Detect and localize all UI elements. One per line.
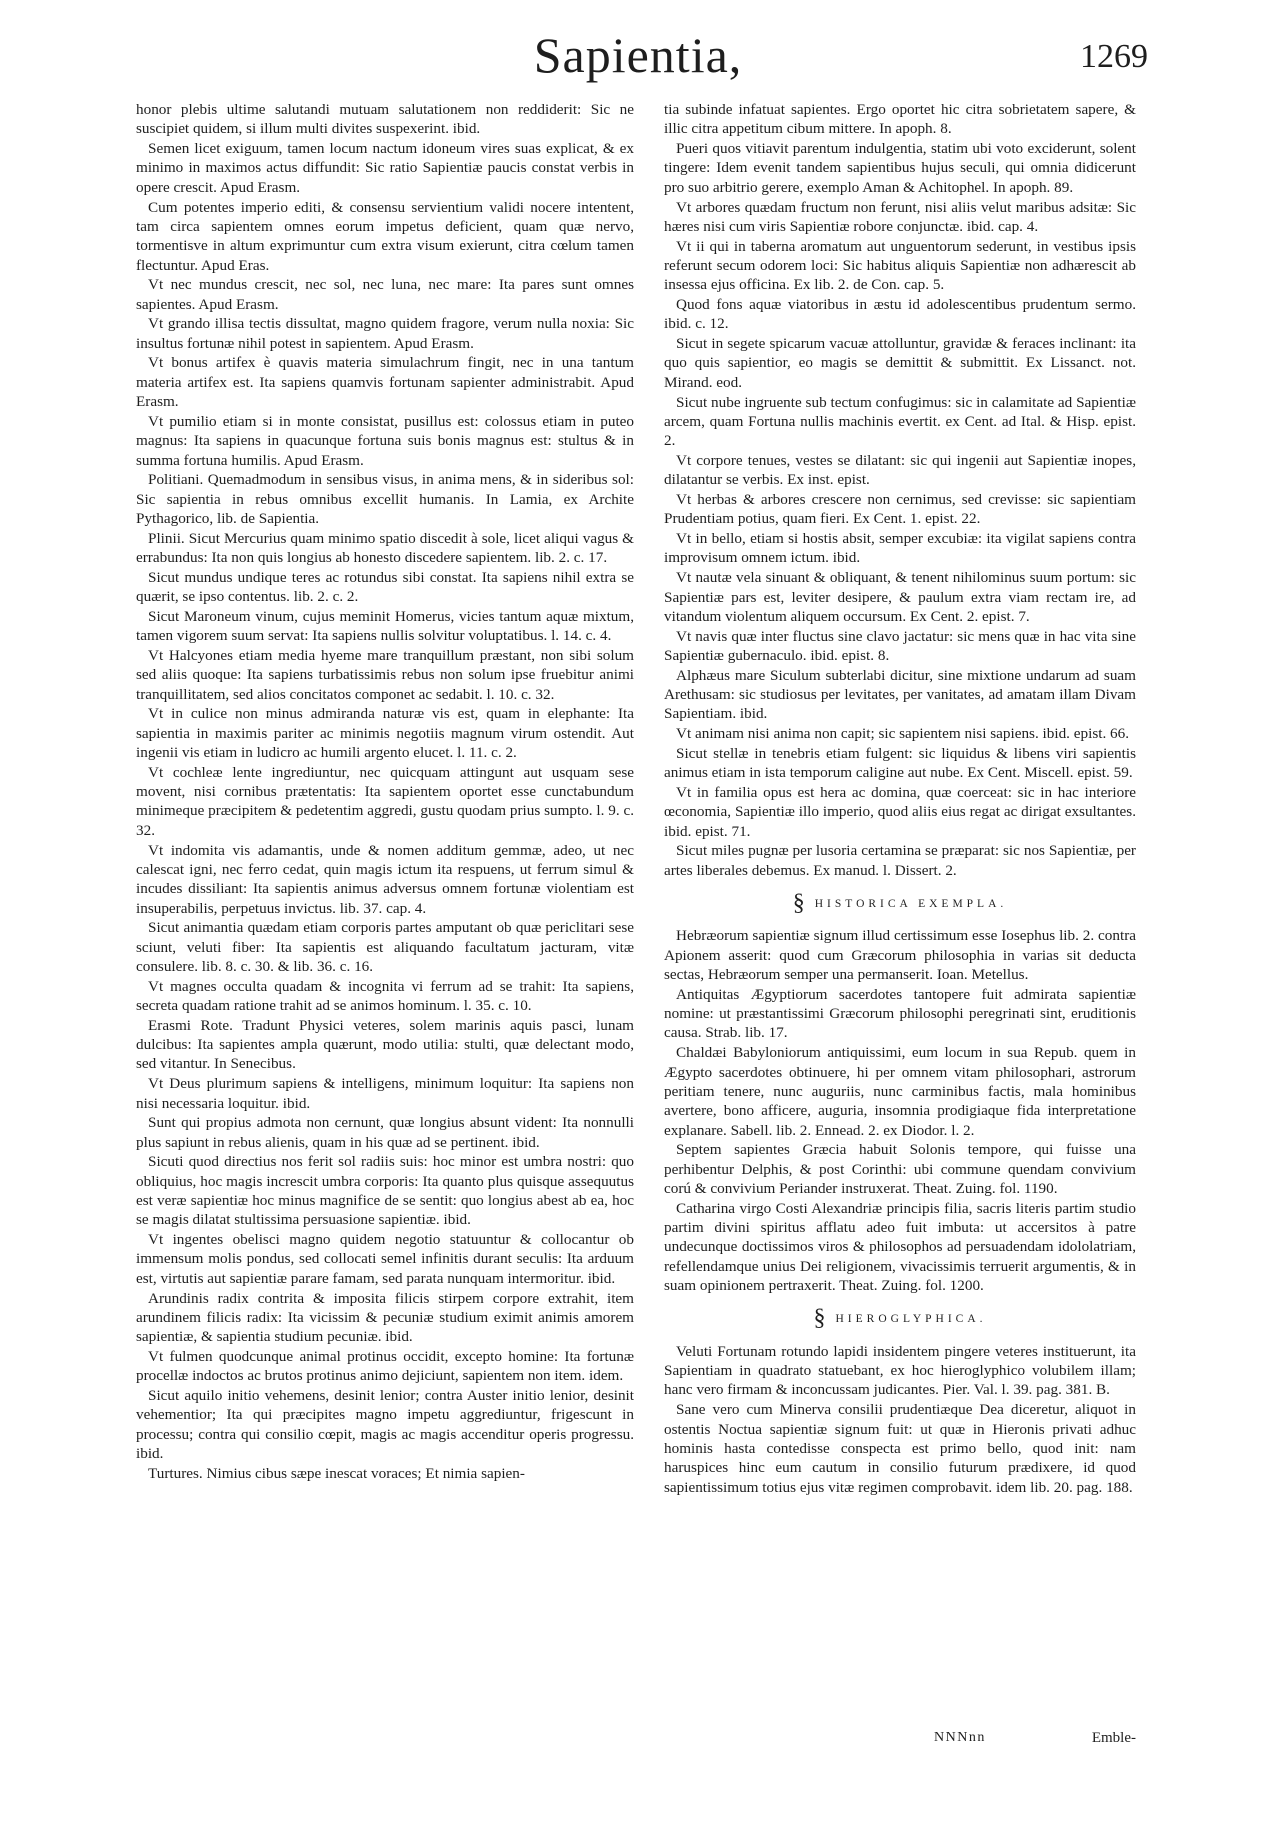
left-paragraph: honor plebis ultime salutandi mutuam salutationem non reddiderit: Sic ne suscipiet quidem, si illum multi divites suspexerint. ibid. <box>136 101 634 138</box>
left-paragraph: Vt Halcyones etiam media hyeme mare tranquillum præstant, non sibi solum sed aliis quoque: Ita sapiens turbatissimis rebus non solum ipse fruebitur animi tranquillitatem, sed alios concitatos componet ac sedabit. l. 10. c. 32. <box>136 646 634 703</box>
left-paragraph: Vt in culice non minus admiranda naturæ vis est, quam in elephante: Ita sapientia in maximis pariter ac minimis negotiis magnum virum ostendit. Aut ingenii vis etiam in ludicro ac humili argento elucet. l. 11. c. 2. <box>136 705 634 762</box>
left-paragraph: Sunt qui propius admota non cernunt, quæ longius absunt vident: Ita nonnulli plus sapiunt in rebus alienis, quam in his quæ ad se pertinent. ibid. <box>136 1114 634 1151</box>
left-paragraph: Vt bonus artifex è quavis materia simulachrum fingit, nec in una tantum materia artifex est. Ita sapiens quamvis fortunam sapienter administrabit. Apud Erasm. <box>136 354 634 411</box>
right-paragraph: Antiquitas Ægyptiorum sacerdotes tantopere fuit admirata sapientiæ nomine: ut præstantissimi Græcorum philosophi peregrinati sint, eruditionis causa. Strab. lib. 17. <box>664 985 1136 1042</box>
left-paragraph: Vt cochleæ lente ingrediuntur, nec quicquam attingunt aut usquam sese movent, nisi cornibus prætentatis: Ita sapientem oportet esse cunctabundum minimeque præcipitem & pedetentim aggredi, gustu quodam prius sumpto. l. 9. c. 32. <box>136 763 634 839</box>
right-paragraph: Vt in familia opus est hera ac domina, quæ coerceat: sic in hac interiore œconomia, Sapientiæ illo imperio, quod aliis eius regat ac dirigat exsultantes. ibid. epist. 71. <box>664 783 1136 840</box>
right-paragraph: Alphæus mare Siculum subterlabi dicitur, sine mixtione undarum ad suam Arethusam: sic studiosus per levitates, per vanitates, ad amatam illam Divam Sapientiam. ibid. <box>664 666 1136 723</box>
right-paragraph: Vt herbas & arbores crescere non cernimus, sed crevisse: sic sapientiam Prudentiam potius, quam fieri. Ex Cent. 1. epist. 22. <box>664 491 1136 528</box>
right-paragraph: Pueri quos vitiavit parentum indulgentia, statim ubi voto exciderunt, solent tingere: Idem evenit tandem sapientibus hujus seculi, qui omnia didicerunt pro suo arbitrio gerere, exemplo Aman & Achitophel. In apoph. 89. <box>664 140 1136 196</box>
right-paragraph: Sicut nube ingruente sub tectum confugimus: sic in calamitate ad Sapientiæ arcem, quam Fortuna nullis machinis evertit. ex Cent. ad Ital. & Hisp. epist. 2. <box>664 393 1136 450</box>
right-column <box>664 100 1136 1497</box>
section-title: HIEROGLYPHICA. <box>835 1313 987 1326</box>
right-paragraph: Catharina virgo Costi Alexandriæ principis filia, sacris literis partim studio partim divini spiritus afflatu adeo fuit imbuta: ut accersitos à patre undecunque doctissimos viros & philosophos ad persuadendam idololatriam, refellendamque unius Dei religionem, vivacissimis terruerit argumentis, & in suam opinionem pertraxerit. Theat. Zuing. fol. 1200. <box>664 1199 1136 1295</box>
left-paragraph: Sicut mundus undique teres ac rotundus sibi constat. Ita sapiens nihil extra se quærit, se ipso contentus. lib. 2. c. 2. <box>136 568 634 606</box>
right-paragraph: Vt in bello, etiam si hostis absit, semper excubiæ: ita vigilat sapiens contra improvisum omnem ictum. ibid. <box>664 530 1136 567</box>
section-heading <box>664 890 1136 916</box>
left-paragraph: Sicuti quod directius nos ferit sol radiis suis: hoc minor est umbra nostri: quo obliquius, hoc magis increscit umbra corporis: Ita quanto plus quisque assequutus est veræ sapientiæ hoc minus magnifice de se sentit: quo longius abest ab ea, hoc se magis dilatat stultissima persuasione sapientiæ. ibid. <box>136 1153 634 1229</box>
page-header <box>0 20 1276 100</box>
signature-mark: NNNnn <box>934 1730 986 1745</box>
left-paragraph: Vt Deus plurimum sapiens & intelligens, minimum loquitur: Ita sapiens non nisi necessaria loquitur. ibid. <box>136 1075 634 1112</box>
right-paragraph: Septem sapientes Græcia habuit Solonis tempore, qui fuisse una perhibentur Delphis, & post Corinthi: ubi commune quendam convivium corú & convivium Periander instruxerat. Theat. Zuing. fol. 1190. <box>664 1141 1136 1197</box>
right-paragraph: Sicut miles pugnæ per lusoria certamina se præparat: sic nos Sapientiæ, per artes liberales debemus. Ex manud. l. Dissert. 2. <box>664 842 1136 879</box>
left-paragraph: Vt pumilio etiam si in monte consistat, pusillus est: colossus etiam in puteo magnus: Ita sapiens in quacunque fortuna suis bonis magnus est: stultus & in summa fortuna humilis. Apud Erasm. <box>136 412 634 469</box>
left-paragraph: Sicut aquilo initio vehemens, desinit lenior; contra Auster initio lenior, desinit vehementior; Ita qui præcipites magno impetu aggrediuntur, frigescunt in processu; contra qui consilio cœpit, magis ac magis accenditur operis progressu. ibid. <box>136 1387 634 1463</box>
right-paragraph: Chaldæi Babyloniorum antiquissimi, eum locum in sua Repub. quem in Ægypto sacerdotes obtinuere, hi per omnem vitam philosophari, astrorum peritiam tenere, nunc auguriis, nunc carminibus factis, mala hominibus avertere, bono afficere, auguria, insomnia prodigiaque fida interpretatione explanare. Sabell. lib. 2. Ennead. 2. ex Diodor. l. 2. <box>664 1044 1136 1139</box>
page-number: 1269 <box>1080 38 1148 75</box>
left-paragraph: Vt ingentes obelisci magno quidem negotio statuuntur & collocantur ob immensum molis pondus, sed collocati semel infinitis durant seculis: Ita arduum est, virtutis aut sapientiæ parare famam, sed parata nunquam intermoritur. ibid. <box>136 1231 634 1287</box>
left-paragraph: Cum potentes imperio editi, & consensu servientium validi nocere intentent, tam circa sapientem omnes eorum impetus deficient, quam quæ nervo, tormentisve in altum exprimuntur cum extra visum exierunt, citra cœlum tamen flectuntur. Apud Eras. <box>136 198 634 274</box>
section-mark-icon: § <box>792 890 805 916</box>
section-title: HISTORICA EXEMPLA. <box>814 898 1008 910</box>
section-heading <box>664 1305 1136 1332</box>
running-head: Sapientia, <box>533 27 743 83</box>
left-paragraph: Politiani. Quemadmodum in sensibus visus, in anima mens, & in sideribus sol: Sic sapientia in rebus omnibus excellit humanis. In Lamia, ex Archite Pythagorico, lib. de Sapientia. <box>136 471 634 527</box>
left-paragraph: Arundinis radix contrita & imposita filicis stirpem corpore extrahit, item arundinem filicis radix: Ita vicissim & pecuniæ studium eximit animis amorem sapientiæ, & sapientia studium pecuniæ. ibid. <box>136 1289 634 1346</box>
left-paragraph: Vt magnes occulta quadam & incognita vi ferrum ad se trahit: Ita sapiens, secreta quadam ratione trahit ad se animos hominum. l. 35. c. 10. <box>136 977 634 1015</box>
right-paragraph: Vt corpore tenues, vestes se dilatant: sic qui ingenii aut Sapientiæ inopes, dilatantur se verbis. Ex inst. epist. <box>664 451 1136 489</box>
left-paragraph: Turtures. Nimius cibus sæpe inescat voraces; Et nimia sapien- <box>148 1464 525 1482</box>
right-paragraph: Sicut in segete spicarum vacuæ attolluntur, gravidæ & feraces inclinant: ita quo quis sapientior, eo magis se demittit & submittit. Ex Lissanct. not. Mirand. eod. <box>664 335 1136 391</box>
section-mark-icon: § <box>813 1305 826 1332</box>
left-paragraph: Vt fulmen quodcunque animal protinus occidit, excepto homine: Ita fortunæ procellæ indoctos ac brutos protinus animo dejiciunt, sapientem non item. idem. <box>136 1347 634 1385</box>
left-column <box>136 100 634 1484</box>
right-paragraph: Sane vero cum Minerva consilii prudentiæque Dea diceretur, aliquot in ostentis Noctua sapientiæ signum fuit: ut quæ in Hieronis privati adhuc hominis hasta contedisse conspecta est primo bello, quod init: nam haruspices hinc eum cautum in consilio futurum prædixere, id quod sapientissimum totius ejus vitæ regimen comprobavit. idem lib. 20. pag. 188. <box>664 1401 1136 1496</box>
right-paragraph: Vt navis quæ inter fluctus sine clavo jactatur: sic mens quæ in hac vita sine Sapientiæ gubernaculo. ibid. epist. 8. <box>664 627 1136 664</box>
left-paragraph: Sicut Maroneum vinum, cujus meminit Homerus, vicies tantum aquæ mixtum, tamen vigorem suum servat: Ita sapiens nullis solvitur voluptatibus. l. 14. c. 4. <box>136 607 634 645</box>
right-paragraph: Sicut stellæ in tenebris etiam fulgent: sic liquidus & libens viri sapientis animus etiam in ista temporum caligine aut nube. Ex Cent. Miscell. epist. 59. <box>664 744 1136 782</box>
right-paragraph: Vt animam nisi anima non capit; sic sapientem nisi sapiens. ibid. epist. 66. <box>676 725 1130 743</box>
right-paragraph: Veluti Fortunam rotundo lapidi insidentem pingere veteres instituerunt, ita Sapientiam in quadrato statuebant, ex hoc hieroglyphico volubilem illam; hanc vero firmam & inconcussam judicantes. Pier. Val. l. 39. pag. 381. B. <box>664 1342 1136 1399</box>
left-paragraph: Semen licet exiguum, tamen locum nactum idoneum vires suas explicat, & ex minimo in maximos actus diffundit: Sic ratio Sapientiæ paucis constat verbis in opere crescit. Apud Erasm. <box>136 140 634 196</box>
left-paragraph: Vt grando illisa tectis dissultat, magno quidem fragore, verum nulla noxia: Sic insultus fortunæ nihil potest in sapientem. Apud Erasm. <box>136 315 634 352</box>
right-paragraph: tia subinde infatuat sapientes. Ergo oportet hic citra sobrietatem sapere, & illic citra appetitum cibum mittere. In apoph. 8. <box>664 101 1136 138</box>
right-paragraph: Hebræorum sapientiæ signum illud certissimum esse Iosephus lib. 2. contra Apionem asserit: quod cum Græcorum philosophia in varias sit deducta sectas, Hebræorum semper una permanserit. Ioan. Metellus. <box>664 927 1136 984</box>
right-paragraph: Vt ii qui in taberna aromatum aut unguentorum sederunt, in vestibus ipsis referunt secum odorem loci: Sic habitus aliquis Sapientiæ non adhærescit ab insessa ejus officina. Ex lib. 2. de Con. cap. 5. <box>664 237 1136 294</box>
catchword: Emble- <box>1091 1730 1136 1746</box>
right-paragraph: Quod fons aquæ viatoribus in æstu id adolescentibus prudentum sermo. ibid. c. 12. <box>664 296 1136 333</box>
left-paragraph: Plinii. Sicut Mercurius quam minimo spatio discedit à sole, licet aliqui vagus & errabundus: Ita non quis longius ab honesto discedere sapientem. lib. 2. c. 17. <box>136 529 634 567</box>
page-footer <box>664 1730 1136 1754</box>
left-paragraph: Vt nec mundus crescit, nec sol, nec luna, nec mare: Ita pares sunt omnes sapientes. Apud Erasm. <box>136 276 634 313</box>
right-paragraph: Vt nautæ vela sinuant & obliquant, & tenent nihilominus suum portum: sic Sapientiæ pars est, leviter desipere, & paulum extra viam rectam ire, ad vitandum violentum aliquem occursum. Ex Cent. 2. epist. 7. <box>664 569 1136 625</box>
left-paragraph: Sicut animantia quædam etiam corporis partes amputant ob quæ periclitari sese sciunt, veluti fiber: Ita sapientis est aliquando facultatum jacturam, vitæ consulere. lib. 8. c. 30. & lib. 36. c. 16. <box>136 919 634 975</box>
left-paragraph: Erasmi Rote. Tradunt Physici veteres, solem marinis aquis pasci, lunam dulcibus: Ita sapientes ampla quærunt, modo utilia: stulti, quæ delectant modo, sed vitantur. In Senecibus. <box>136 1016 634 1073</box>
left-paragraph: Vt indomita vis adamantis, unde & nomen additum gemmæ, adeo, ut nec calescat igni, nec ferro cedat, quin magis ictum ita respuens, ut ferrum simul & incudes dissiliant: Ita sapientis animus adversus omnem fortunæ violentiam est insuperabilis, perpetuus invictus. lib. 37. cap. 4. <box>136 841 634 917</box>
right-paragraph: Vt arbores quædam fructum non ferunt, nisi aliis velut maribus adsitæ: Sic hæres nisi cum viris Sapientiæ robore conjunctæ. ibid. cap. 4. <box>664 198 1136 235</box>
